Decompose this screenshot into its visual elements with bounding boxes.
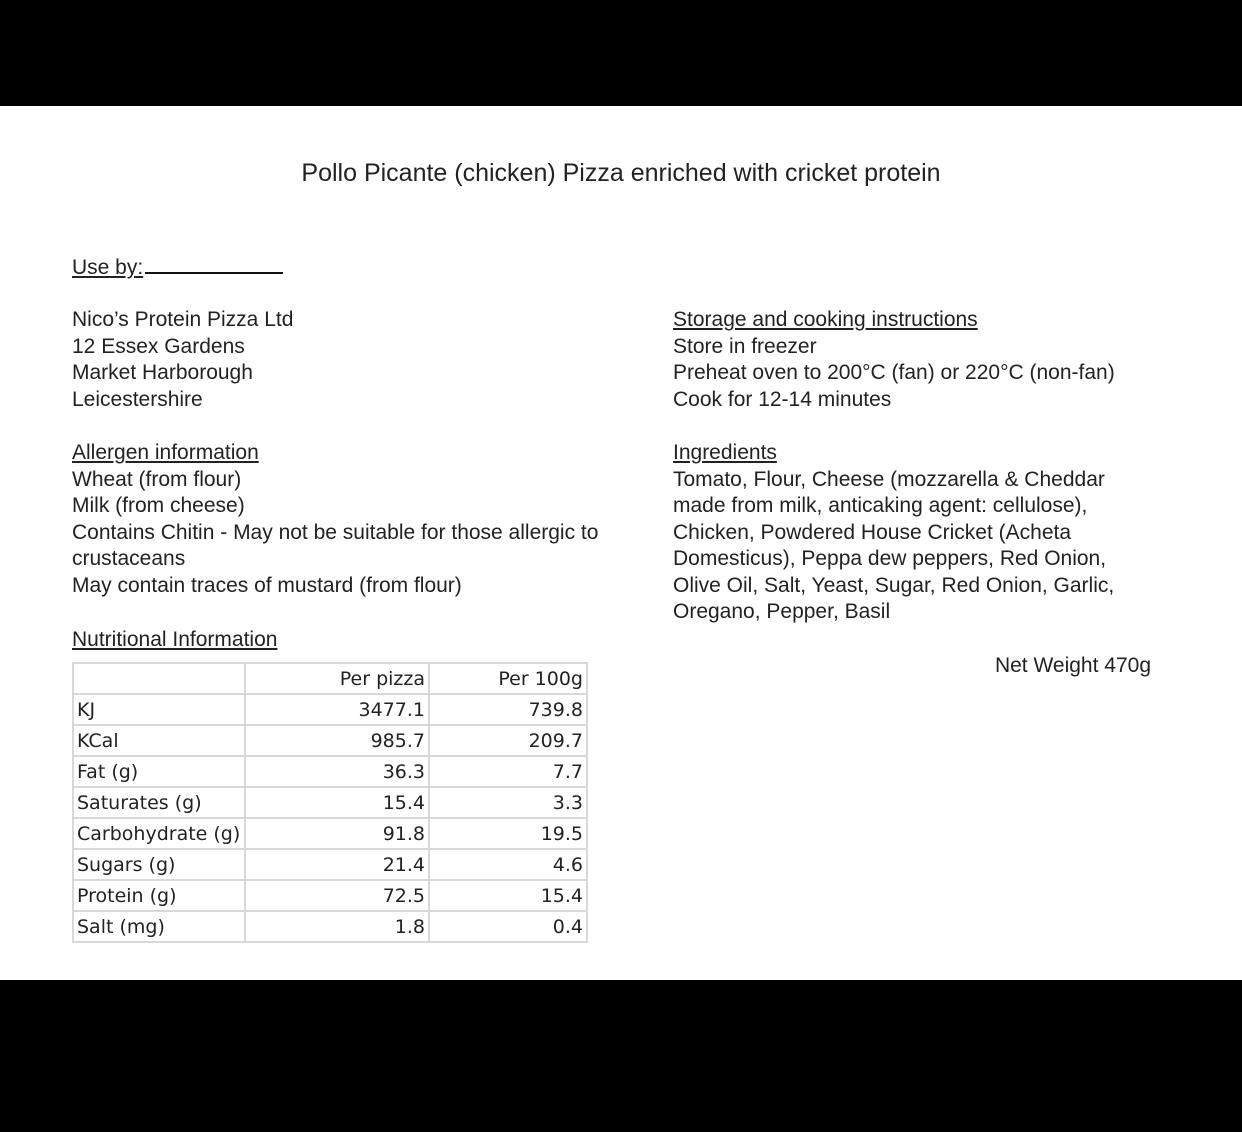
use-by-blank-line (145, 254, 283, 274)
per-100g-value: 3.3 (429, 787, 587, 818)
table-row (73, 725, 587, 756)
ingredients-line: Tomato, Flour, Cheese (mozzarella & Cheddar (673, 467, 1105, 491)
ingredients-line: Domesticus), Peppa dew peppers, Red Onion, (673, 547, 1107, 570)
allergen-line: Milk (from cheese) (72, 494, 245, 517)
table-row (73, 756, 587, 787)
per-pizza-value: 72.5 (245, 880, 429, 911)
net-weight: Net Weight 470g (994, 654, 1151, 677)
ingredients-line: Olive Oil, Salt, Yeast, Sugar, Red Onion, Garlic, (673, 573, 1115, 597)
per-100g-value: 209.7 (429, 725, 587, 756)
use-by-label: Use by: (72, 256, 144, 279)
address-county: Leicestershire (72, 387, 203, 411)
per-100g-value: 19.5 (429, 818, 587, 849)
per-pizza-value: 1.8 (245, 911, 429, 942)
per-100g-value: 15.4 (429, 880, 587, 911)
header-cell (73, 663, 245, 694)
use-by-field (72, 254, 283, 280)
ingredients-line: Oregano, Pepper, Basil (673, 600, 891, 623)
ingredients-heading: Ingredients (673, 441, 777, 464)
allergen-section (72, 440, 652, 599)
nutrient-name: KCal (73, 725, 245, 756)
per-pizza-value: 3477.1 (245, 694, 429, 725)
ingredients-line: made from milk, anticaking agent: cellulose), (673, 494, 1088, 517)
per-pizza-value: 985.7 (245, 725, 429, 756)
table-header-row (73, 663, 587, 694)
address-town: Market Harborough (72, 361, 253, 384)
table-row (73, 694, 587, 725)
per-pizza-value: 21.4 (245, 849, 429, 880)
storage-line: Cook for 12-14 minutes (673, 387, 892, 411)
storage-line: Preheat oven to 200°C (fan) or 220°C (non-fan) (673, 361, 1115, 384)
table-row (73, 818, 587, 849)
company-name: Nico’s Protein Pizza Ltd (72, 308, 294, 331)
per-100g-value: 0.4 (429, 911, 587, 942)
nutrient-name: Saturates (g) (73, 787, 245, 818)
per-pizza-value: 15.4 (245, 787, 429, 818)
storage-section (673, 307, 1115, 413)
allergen-line: crustaceans (72, 547, 186, 570)
storage-line: Store in freezer (673, 334, 817, 358)
table-row (73, 911, 587, 942)
per-pizza-value: 91.8 (245, 818, 429, 849)
nutrient-name: Carbohydrate (g) (73, 818, 245, 849)
allergen-line: Wheat (from flour) (72, 467, 242, 491)
storage-heading: Storage and cooking instructions (673, 308, 978, 331)
ingredients-line: Chicken, Powdered House Cricket (Acheta (673, 520, 1072, 544)
per-pizza-value: 36.3 (245, 756, 429, 787)
per-100g-value: 4.6 (429, 849, 587, 880)
product-title: Pollo Picante (chicken) Pizza enriched with cricket protein (301, 159, 941, 187)
nutrient-name: Fat (g) (73, 756, 245, 787)
nutrient-name: Salt (mg) (73, 911, 245, 942)
per-100g-value: 739.8 (429, 694, 587, 725)
table-row (73, 880, 587, 911)
header-cell: Per 100g (429, 663, 587, 694)
table-row (73, 787, 587, 818)
nutrient-name: KJ (73, 694, 245, 725)
nutrient-name: Protein (g) (73, 880, 245, 911)
per-100g-value: 7.7 (429, 756, 587, 787)
company-address (72, 307, 293, 413)
allergen-line: Contains Chitin - May not be suitable for those allergic to (72, 520, 599, 544)
nutrient-name: Sugars (g) (73, 849, 245, 880)
allergen-line: May contain traces of mustard (from flour) (72, 573, 462, 597)
table-row (73, 849, 587, 880)
nutrition-table (72, 662, 588, 943)
address-street: 12 Essex Gardens (72, 334, 245, 358)
allergen-heading: Allergen information (72, 441, 259, 464)
ingredients-section (673, 440, 1153, 626)
nutrition-heading: Nutritional Information (72, 628, 278, 651)
label-page (0, 106, 1242, 980)
header-cell: Per pizza (245, 663, 429, 694)
